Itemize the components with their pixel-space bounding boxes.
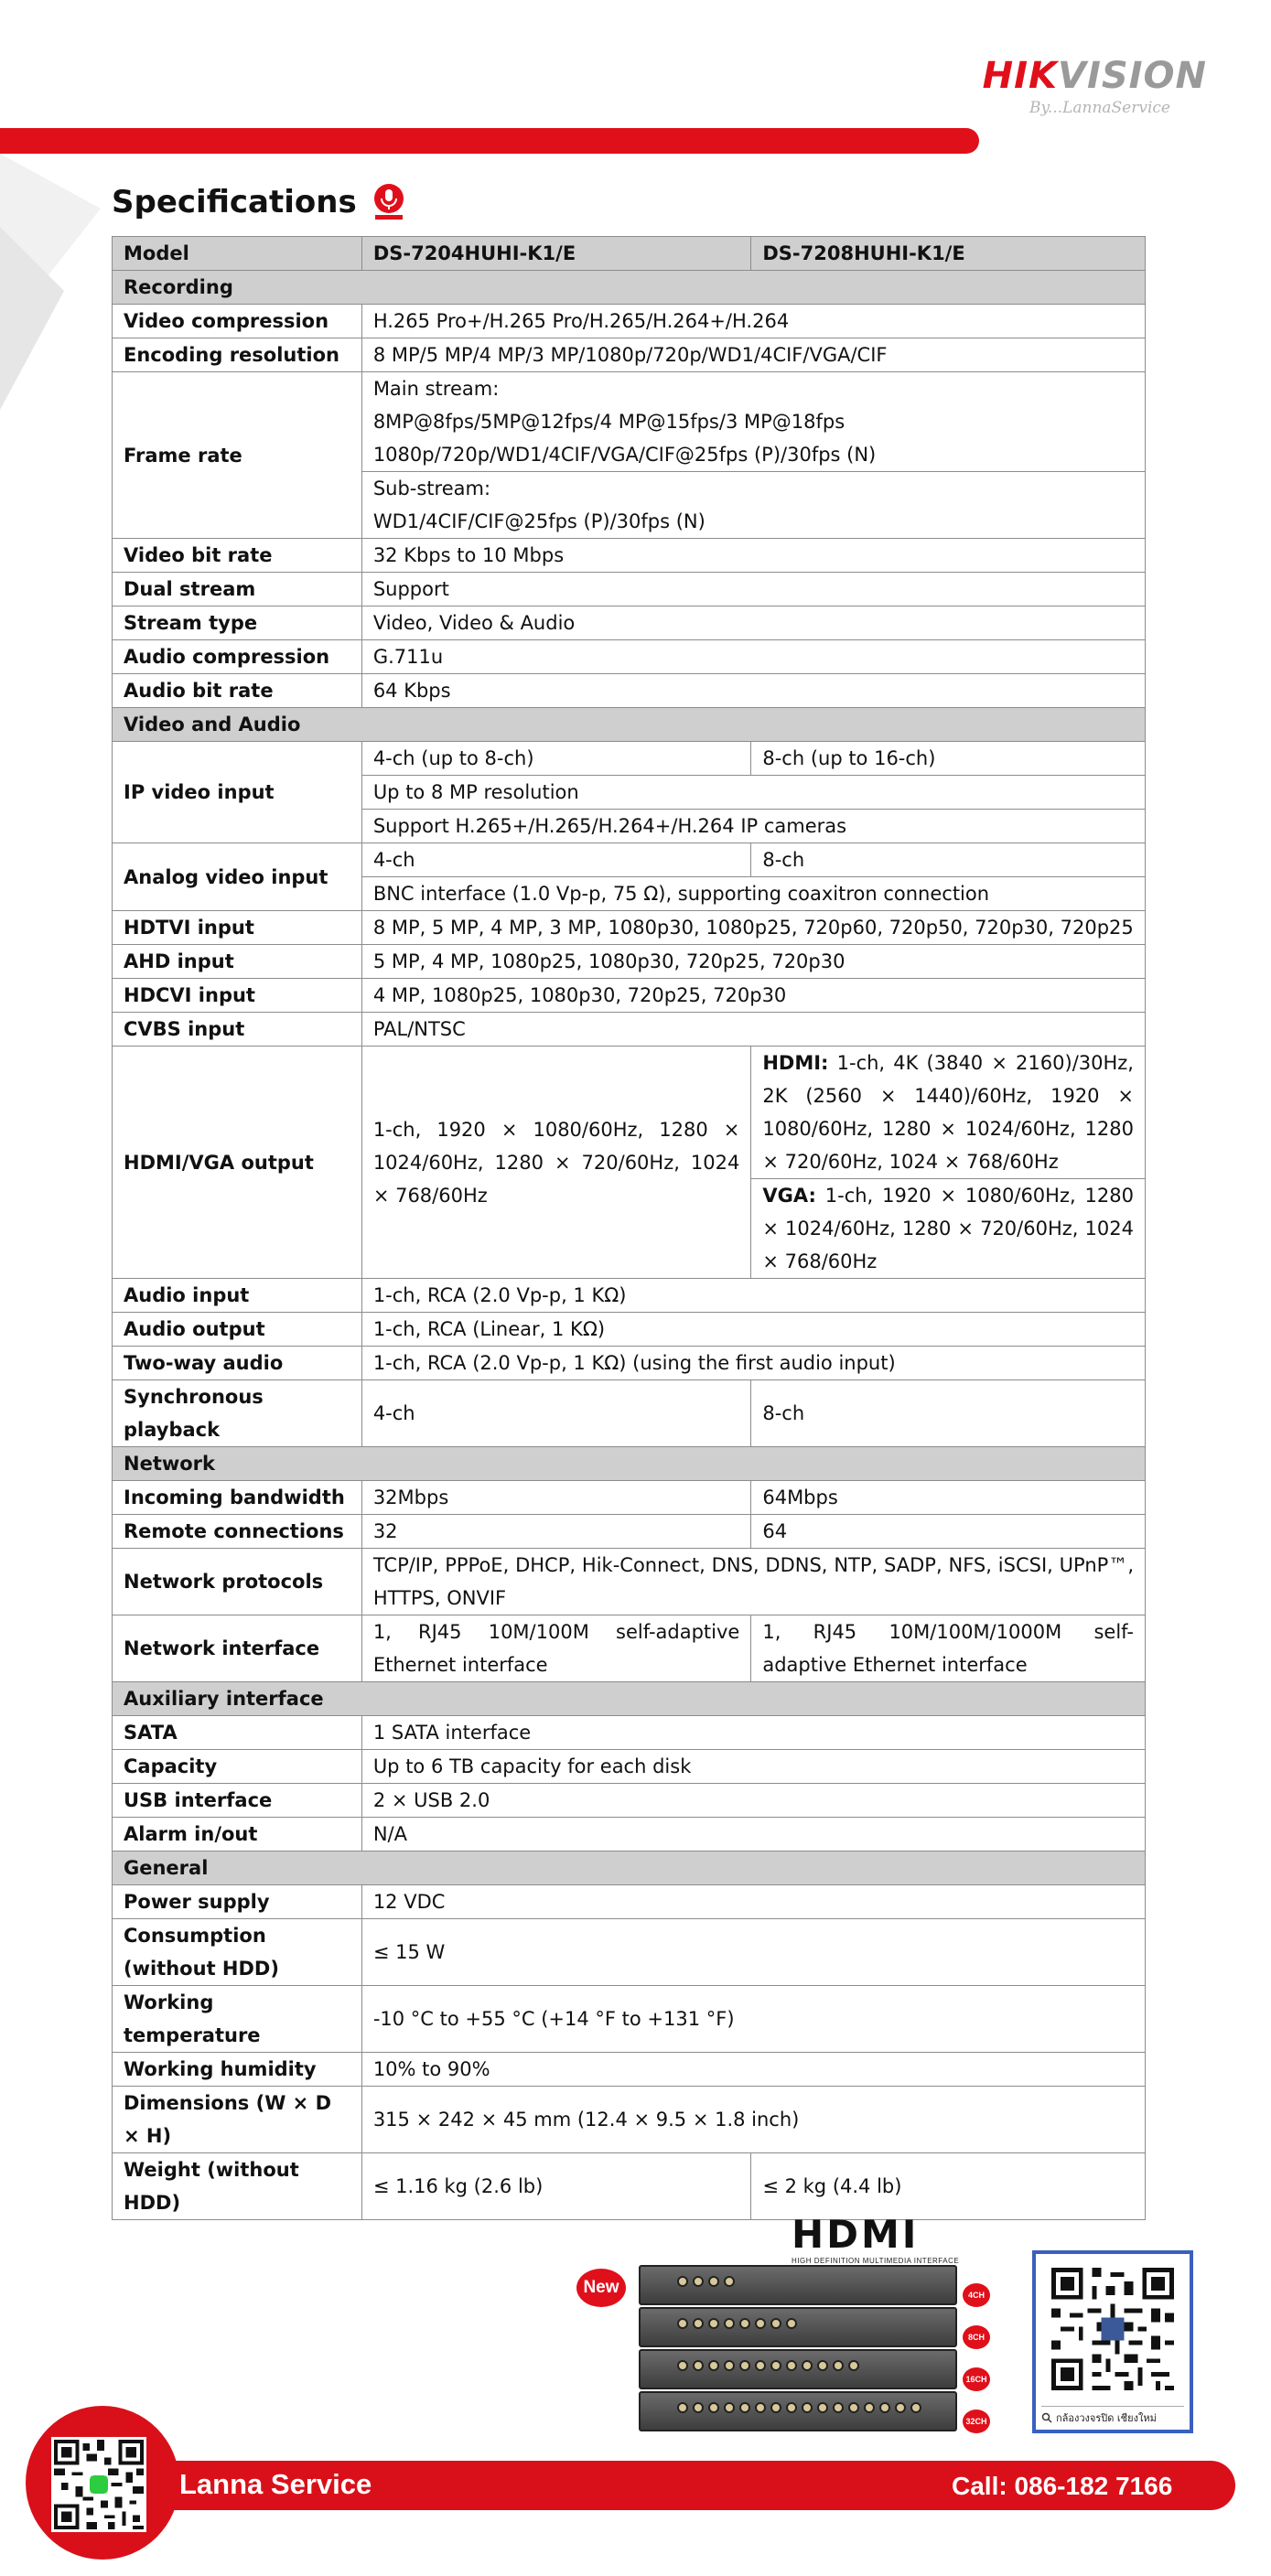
qr-caption <box>1041 2406 1184 2426</box>
row-label: USB interface <box>113 1784 362 1818</box>
row-label-line-1: Consumption <box>124 1925 266 1947</box>
row-label: Incoming bandwidth <box>113 1481 362 1515</box>
table-row <box>113 1046 1146 1179</box>
table-row <box>113 372 1146 472</box>
row-value-model-1: 32 <box>361 1515 751 1549</box>
dvr-ports <box>677 2276 735 2287</box>
row-label: Video compression <box>113 305 362 338</box>
row-value-model-2: 8-ch <box>751 1380 1146 1447</box>
row-label: Model <box>113 237 362 271</box>
table-row <box>113 2153 1146 2220</box>
decorative-triangles <box>0 154 110 410</box>
table-row <box>113 911 1146 945</box>
row-value: TCP/IP, PPPoE, DHCP, Hik-Connect, DNS, DDNS, NTP, SADP, NFS, iSCSI, UPnP™, HTTPS, ONVIF <box>361 1549 1145 1615</box>
table-row <box>113 1615 1146 1682</box>
row-label: Stream type <box>113 606 362 640</box>
row-value: G.711u <box>361 640 1145 674</box>
row-label: Synchronous playback <box>113 1380 362 1447</box>
table-row <box>113 979 1146 1013</box>
main-stream-title: Main stream: <box>372 378 500 400</box>
row-value-model-2: 64Mbps <box>751 1481 1146 1515</box>
row-value-model-2: 1, RJ45 10M/100M/1000M self-adaptive Ethernet interface <box>751 1615 1146 1682</box>
row-label: Frame rate <box>113 372 362 539</box>
row-label: Dimensions (W × D × H) <box>113 2087 362 2153</box>
vga-label: VGA: <box>762 1185 816 1207</box>
table-row <box>113 606 1146 640</box>
frame-rate-sub <box>361 472 1145 539</box>
table-row <box>113 640 1146 674</box>
row-value: 12 VDC <box>361 1885 1145 1919</box>
row-label: Encoding resolution <box>113 338 362 372</box>
channel-badge: 8CH <box>963 2325 990 2349</box>
footer-phone[interactable]: Call: 086-182 7166 <box>952 2472 1173 2500</box>
row-value: Up to 8 MP resolution <box>361 776 1145 810</box>
logo-byline: By...LannaService <box>1029 99 1170 117</box>
section-title: Network <box>113 1447 1146 1481</box>
dvr-ports <box>677 2402 921 2413</box>
row-label: HDTVI input <box>113 911 362 945</box>
model-2-cell: DS-7208HUHI-K1/E <box>751 237 1146 271</box>
specifications-table <box>112 236 1146 2220</box>
page-title: Specifications <box>112 184 357 220</box>
logo-grey-part: VISION <box>1057 55 1207 97</box>
row-label: Audio output <box>113 1313 362 1347</box>
row-value: 8 MP/5 MP/4 MP/3 MP/1080p/720p/WD1/4CIF/VGA/CIF <box>361 338 1145 372</box>
row-label: Weight (without HDD) <box>113 2153 362 2220</box>
row-label: Power supply <box>113 1885 362 1919</box>
footer-company-name: Lanna Service <box>179 2468 372 2500</box>
logo-red-part: HIK <box>982 55 1058 97</box>
row-label: Network interface <box>113 1615 362 1682</box>
row-value: 5 MP, 4 MP, 1080p25, 1080p30, 720p25, 720p30 <box>361 945 1145 979</box>
table-row <box>113 1380 1146 1447</box>
row-label: HDMI/VGA output <box>113 1046 362 1279</box>
row-label: Video bit rate <box>113 539 362 573</box>
logo-wordmark <box>983 55 1207 97</box>
section-general <box>113 1852 1146 1885</box>
row-label: Audio input <box>113 1279 362 1313</box>
row-value: 64 Kbps <box>361 674 1145 708</box>
hikvision-logo <box>983 55 1207 117</box>
channel-badge: 16CH <box>963 2367 990 2391</box>
table-row <box>113 674 1146 708</box>
row-label: Remote connections <box>113 1515 362 1549</box>
row-label: CVBS input <box>113 1013 362 1046</box>
new-badge: New <box>576 2269 626 2307</box>
row-value: 32 Kbps to 10 Mbps <box>361 539 1145 573</box>
row-label: Working humidity <box>113 2053 362 2087</box>
table-row <box>113 1013 1146 1046</box>
row-label-line-2: (without HDD) <box>124 1958 279 1980</box>
search-icon <box>1041 2412 1052 2423</box>
dvr-unit-image <box>639 2391 957 2431</box>
row-value: Up to 6 TB capacity for each disk <box>361 1750 1145 1784</box>
row-value-model-1: 1, RJ45 10M/100M self-adaptive Ethernet interface <box>361 1615 751 1682</box>
row-value-model-1: 4-ch <box>361 1380 751 1447</box>
row-value-model-2: 8-ch <box>751 843 1146 877</box>
section-title: Video and Audio <box>113 708 1146 742</box>
line-qr-code-icon[interactable] <box>51 2437 146 2532</box>
title-block <box>112 183 408 221</box>
row-label: Alarm in/out <box>113 1818 362 1852</box>
row-value-model-1: 32Mbps <box>361 1481 751 1515</box>
row-label: IP video input <box>113 742 362 843</box>
row-value: PAL/NTSC <box>361 1013 1145 1046</box>
table-row <box>113 573 1146 606</box>
table-row <box>113 1716 1146 1750</box>
header-red-bar <box>0 128 979 154</box>
channel-badge: 4CH <box>963 2283 990 2307</box>
table-row <box>113 1885 1146 1919</box>
row-value: 315 × 242 × 45 mm (12.4 × 9.5 × 1.8 inch) <box>361 2087 1145 2153</box>
row-value-model-1: ≤ 1.16 kg (2.6 lb) <box>361 2153 751 2220</box>
qr-caption-text: กล้องวงจรปิด เชียงใหม่ <box>1056 2412 1157 2424</box>
table-row <box>113 1347 1146 1380</box>
sub-stream-title: Sub-stream: <box>372 478 491 499</box>
qr-code-icon <box>1047 2263 1179 2395</box>
table-row <box>113 945 1146 979</box>
dvr-ports <box>677 2318 797 2329</box>
table-row <box>113 1279 1146 1313</box>
row-label: Network protocols <box>113 1549 362 1615</box>
model-1-cell: DS-7204HUHI-K1/E <box>361 237 751 271</box>
table-row <box>113 742 1146 776</box>
dvr-unit-image <box>639 2307 957 2347</box>
row-label <box>113 1919 362 1986</box>
row-value: 4 MP, 1080p25, 1080p30, 720p25, 720p30 <box>361 979 1145 1013</box>
row-label: Two-way audio <box>113 1347 362 1380</box>
row-value-model-1: 4-ch <box>361 843 751 877</box>
row-label: Dual stream <box>113 573 362 606</box>
row-label: Analog video input <box>113 843 362 911</box>
dvr-unit-image <box>639 2349 957 2389</box>
row-value: BNC interface (1.0 Vp-p, 75 Ω), supporting coaxitron connection <box>361 877 1145 911</box>
hdmi-output-cell <box>751 1046 1146 1179</box>
row-label: Audio bit rate <box>113 674 362 708</box>
row-label: HDCVI input <box>113 979 362 1013</box>
channel-badge: 32CH <box>963 2410 990 2433</box>
row-value-model-2: ≤ 2 kg (4.4 lb) <box>751 2153 1146 2220</box>
row-value-model-2: 8-ch (up to 16-ch) <box>751 742 1146 776</box>
hdmi-tagline: HIGH DEFINITION MULTIMEDIA INTERFACE <box>792 2257 960 2265</box>
table-row <box>113 1481 1146 1515</box>
section-network <box>113 1447 1146 1481</box>
row-value: 1-ch, RCA (2.0 Vp-p, 1 KΩ) (using the first audio input) <box>361 1347 1145 1380</box>
table-row <box>113 2053 1146 2087</box>
sub-stream-line-1: WD1/4CIF/CIF@25fps (P)/30fps (N) <box>372 510 706 532</box>
main-stream-line-2: 1080p/720p/WD1/4CIF/VGA/CIF@25fps (P)/30fps (N) <box>372 444 877 466</box>
main-stream-line-1: 8MP@8fps/5MP@12fps/4 MP@15fps/3 MP@18fps <box>372 411 846 433</box>
dvr-ports <box>677 2360 859 2371</box>
row-value: H.265 Pro+/H.265 Pro/H.265/H.264+/H.264 <box>361 305 1145 338</box>
table-row <box>113 305 1146 338</box>
hdmi-logo <box>792 2212 975 2265</box>
row-label: Capacity <box>113 1750 362 1784</box>
row-label: Audio compression <box>113 640 362 674</box>
row-label: SATA <box>113 1716 362 1750</box>
row-value: Video, Video & Audio <box>361 606 1145 640</box>
table-row <box>113 1549 1146 1615</box>
section-auxiliary <box>113 1682 1146 1716</box>
row-value: 10% to 90% <box>361 2053 1145 2087</box>
row-value: 1-ch, RCA (Linear, 1 KΩ) <box>361 1313 1145 1347</box>
row-value-model-1: 4-ch (up to 8-ch) <box>361 742 751 776</box>
row-value: ≤ 15 W <box>361 1919 1145 1986</box>
table-row <box>113 1919 1146 1986</box>
row-value: Support H.265+/H.265/H.264+/H.264 IP cameras <box>361 810 1145 843</box>
row-value-model-1: 1-ch, 1920 × 1080/60Hz, 1280 × 1024/60Hz, 1280 × 720/60Hz, 1024 × 768/60Hz <box>361 1046 751 1279</box>
dvr-unit-image <box>639 2265 957 2305</box>
section-title: General <box>113 1852 1146 1885</box>
table-row-model <box>113 237 1146 271</box>
vga-output-cell <box>751 1179 1146 1279</box>
section-video-audio <box>113 708 1146 742</box>
row-value: N/A <box>361 1818 1145 1852</box>
table-row <box>113 1515 1146 1549</box>
frame-rate-main <box>361 372 1145 472</box>
row-value: 8 MP, 5 MP, 4 MP, 3 MP, 1080p30, 1080p25, 720p60, 720p50, 720p30, 720p25 <box>361 911 1145 945</box>
row-label: AHD input <box>113 945 362 979</box>
section-title: Recording <box>113 271 1146 305</box>
section-title: Auxiliary interface <box>113 1682 1146 1716</box>
hdmi-value: 1-ch, 4K (3840 × 2160)/30Hz, 2K (2560 × 1440)/60Hz, 1920 × 1080/60Hz, 1280 × 1024/60Hz, 1280 × 720/60Hz, 1024 × 768/60Hz <box>762 1052 1134 1173</box>
section-recording <box>113 271 1146 305</box>
vga-value: 1-ch, 1920 × 1080/60Hz, 1280 × 1024/60Hz, 1280 × 720/60Hz, 1024 × 768/60Hz <box>762 1185 1134 1272</box>
row-value: 1-ch, RCA (2.0 Vp-p, 1 KΩ) <box>361 1279 1145 1313</box>
table-row <box>113 539 1146 573</box>
table-row <box>113 1750 1146 1784</box>
hdmi-label: HDMI: <box>762 1052 829 1074</box>
row-label: Working temperature <box>113 1986 362 2053</box>
qr-card[interactable] <box>1032 2250 1193 2433</box>
table-row <box>113 1818 1146 1852</box>
table-row <box>113 1986 1146 2053</box>
row-value: 2 × USB 2.0 <box>361 1784 1145 1818</box>
row-value: -10 °C to +55 °C (+14 °F to +131 °F) <box>361 1986 1145 2053</box>
microphone-icon <box>370 183 408 221</box>
table-row <box>113 1784 1146 1818</box>
hdmi-wordmark: HDMI <box>792 2212 920 2257</box>
row-value: Support <box>361 573 1145 606</box>
table-row <box>113 338 1146 372</box>
table-row <box>113 843 1146 877</box>
row-value-model-2: 64 <box>751 1515 1146 1549</box>
table-row <box>113 2087 1146 2153</box>
table-row <box>113 1313 1146 1347</box>
row-value: 1 SATA interface <box>361 1716 1145 1750</box>
